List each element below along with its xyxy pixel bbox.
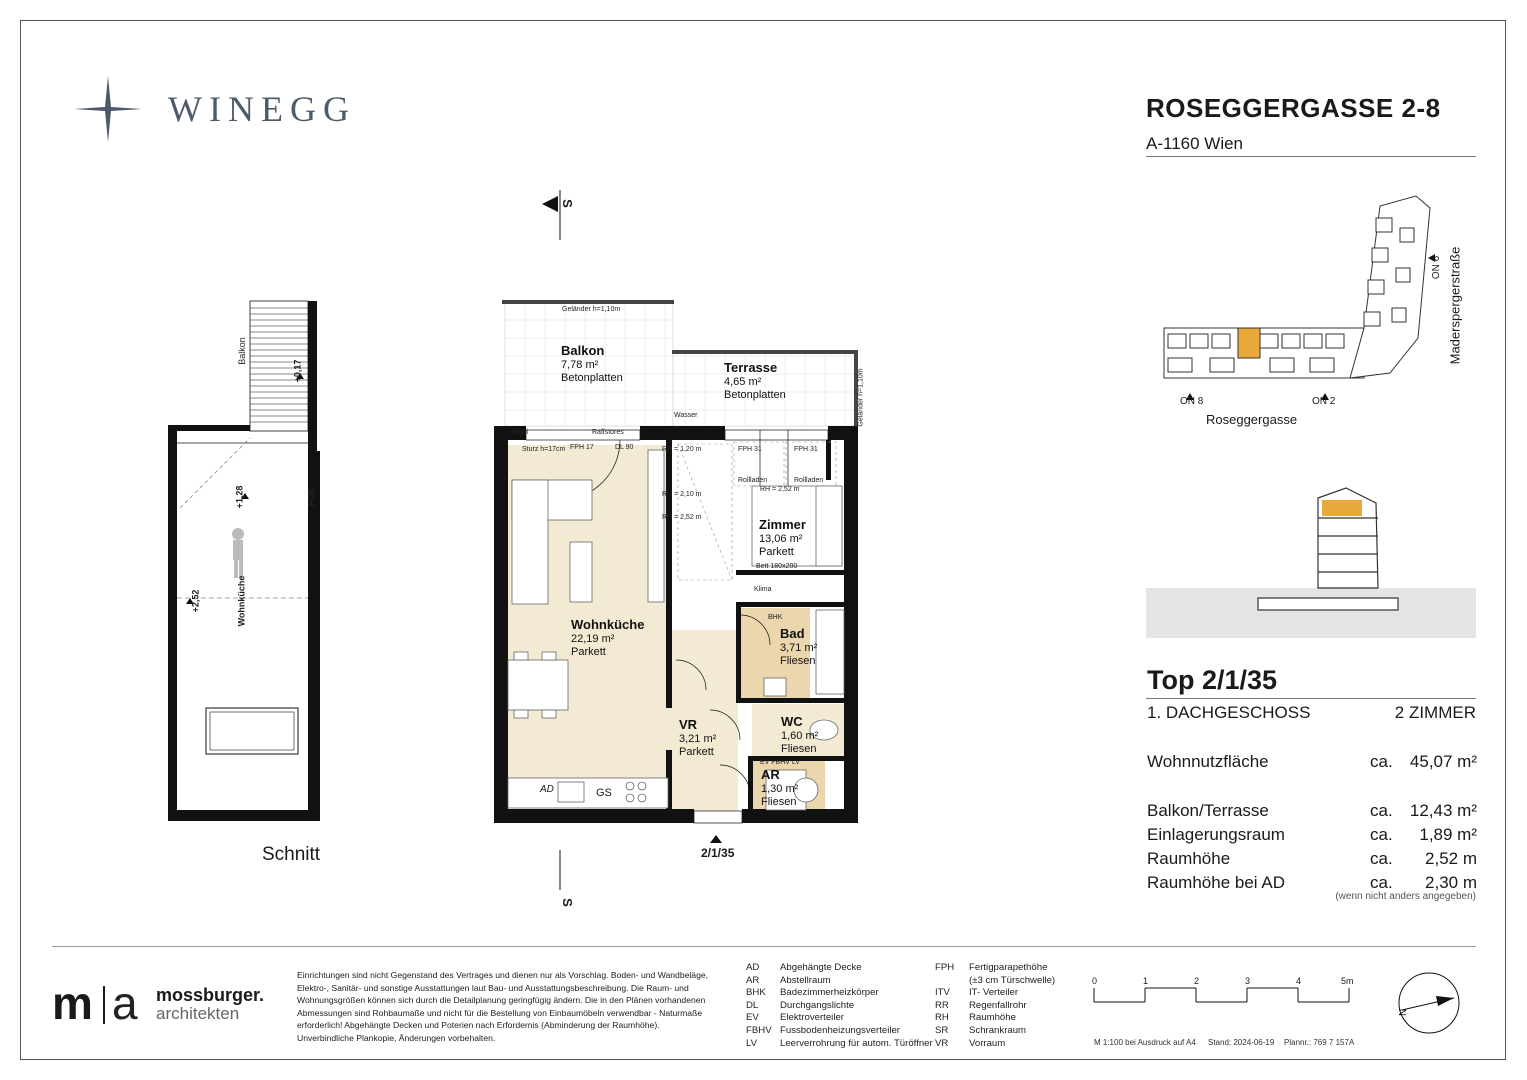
unit-entry-mark: 2/1/35 [701,846,735,860]
street-roseggergasse: Roseggergasse [1206,412,1298,427]
area-row [1147,849,1477,871]
room-area: 3,71 m² [780,642,818,654]
legend-right [935,962,1055,1050]
note-fph17: FPH 17 [570,444,594,451]
note-fph31b: FPH 31 [794,446,818,453]
area-ca: ca. [1370,849,1393,868]
svg-text:N: N [1398,1008,1409,1016]
area-value: 2,52 m [1425,849,1477,868]
legend-left [746,962,933,1050]
room-finish: Betonplatten [724,389,786,401]
area-label: Raumhöhe bei AD [1147,873,1285,892]
room-area: 13,06 m² [759,533,803,545]
legend-value: Abstellraum [780,974,831,986]
area-value: 12,43 m² [1409,801,1477,820]
scale-label: 5m [1341,976,1354,986]
legend-value: Abgehängte Decke [780,962,862,973]
brand-logo: WINEGG [168,89,356,129]
note-rollladen-1: Rollladen [738,477,768,484]
legend-value: Regenfallrohr [969,999,1027,1011]
legend-value: Fertigparapethöhe [969,962,1048,973]
room-bad [780,627,817,668]
address-street: ROSEGGERGASSE 2-8 [1146,93,1441,123]
area-label: Wohnnutzfläche [1147,752,1269,771]
legend-key: RH [935,1012,949,1024]
room-name: Bad [780,626,805,641]
stand-date: Stand: 2024-06-19 [1208,1038,1275,1047]
legend-value: (±3 cm Türschwelle) [969,974,1056,986]
section-title: Schnitt [262,844,321,865]
legend-key: BHK [746,987,766,999]
room-finish: Fliesen [761,796,797,808]
room-ar [761,768,798,809]
note-rh4: RH = 2,52 m [760,486,800,493]
note-rh3: RH = 2,52 m [662,514,702,521]
room-finish: Fliesen [780,655,816,667]
note-sturz: Sturz h=17cm [522,446,566,453]
section-mark-top: S [559,199,575,208]
room-name: Terrasse [724,360,778,375]
section-wohnkueche-label: Wohnküche [236,575,247,627]
area-ca: ca. [1370,825,1393,844]
note-ev: EV FBHV LV [760,759,800,766]
room-finish: Fliesen [781,743,817,755]
area-value: 45,07 m² [1409,752,1477,771]
legend-key: AD [746,962,760,973]
address-city: A-1160 Wien [1146,134,1244,153]
note-fph31a: FPH 31 [738,446,762,453]
scale-label: 3 [1245,976,1251,986]
note-gelaender: Geländer h=1,10m [562,306,621,313]
area-row [1147,752,1477,774]
compass-star-icon [72,74,144,144]
note-rigol: Rigol [512,429,528,436]
room-area: 22,19 m² [571,633,615,645]
legend-value: Leerverrohrung für autom. Türöffner [780,1037,933,1049]
entrance-on2: ON 2 [1312,396,1336,407]
room-name: Balkon [561,343,605,358]
disclaimer: Einrichtungen sind nicht Gegenstand des Vertrages und dienen nur als Vorschlag. Boden- und Wandbeläge, Elektro-, Sanitär- und sonstige Ausstattungen laut Bau- und Ausstattungsbeschreibung. Die Raum- und Wohnungsgrößen können sich durch die Detailplanung geringfügig ändern. Die in den Plänen vorhandenen Abmessungen sind Rohbaumaße und nicht für die Bestellung von Einbaumöbeln verwendbar - Naturmaße erforderlich! Abgehängte Decken und Poterien nach Erfordernis (Abminderung der Raumhöhe). Unverbindliche Plankopie, Änderungen vorbehalten. [297,970,709,1043]
architect-sub: architekten [156,1004,240,1023]
note-wasser: Wasser [674,412,698,419]
note-klima: Klima [754,586,772,593]
legend-value: Elektroverteiler [780,1012,844,1024]
room-finish: Parkett [759,546,794,558]
section-mark-bottom: S [559,898,575,907]
area-label: Balkon/Terrasse [1147,801,1269,820]
note-ad: AD [540,784,554,795]
section-drawing [160,298,335,824]
legend-value: Vorraum [969,1037,1006,1049]
note-rollladen-2: Rollladen [794,477,824,484]
architect-logo-m: m [52,977,91,1029]
unit-rooms: 2 ZIMMER [1394,703,1476,722]
north-arrow-icon [1396,970,1462,1036]
address-divider [1146,156,1476,157]
legend-key: FBHV [746,1024,772,1036]
legend-key: RR [935,999,949,1011]
room-zimmer [759,518,806,559]
scale-label: 2 [1194,976,1200,986]
room-area: 3,21 m² [679,733,717,745]
section-h2: +1,28 [234,485,245,509]
unit-divider [1146,698,1476,699]
note-rh2: RH = 2,10 m [662,491,702,498]
legend-value: Raumhöhe [969,1012,1016,1024]
room-name: Wohnküche [571,617,645,632]
areas-note: (wenn nicht anders angegeben) [1335,891,1476,902]
legend-value: Schrankraum [969,1024,1027,1036]
room-vr [679,718,716,759]
legend-key: VR [935,1037,949,1049]
room-name: VR [679,717,698,732]
room-name: Zimmer [759,517,806,532]
room-balkon [561,344,623,385]
site-plan [1150,188,1476,424]
legend-key: FPH [935,962,955,973]
scale-label: 4 [1296,976,1302,986]
area-ca: ca. [1370,873,1393,892]
room-area: 1,60 m² [781,730,819,742]
note-rh1: RH = 1,20 m [662,446,702,453]
scale-note: M 1:100 bei Ausdruck auf A4 [1094,1038,1196,1047]
architect-logo-bar [103,986,105,1024]
entrance-on8: ON 8 [1180,396,1204,407]
legend-value: Durchgangslichte [780,999,855,1011]
note-gs: GS [596,787,612,799]
note-dl90: DL 90 [615,444,634,451]
area-value: 1,89 m² [1419,825,1477,844]
legend-key: EV [746,1012,759,1024]
architect-logo-a: a [112,977,138,1029]
room-name: WC [781,714,803,729]
room-area: 4,65 m² [724,376,762,388]
room-finish: Betonplatten [561,372,623,384]
legend-value: Fussbodenheizungsverteiler [780,1024,900,1036]
legend-key: LV [746,1037,758,1049]
legend-key: DL [746,999,759,1011]
room-finish: Parkett [679,746,714,758]
note-raffstores: Raffstores [592,429,624,436]
area-ca: ca. [1370,801,1393,820]
footer-divider [52,946,1476,947]
room-area: 1,30 m² [761,783,799,795]
section-balkon-label: Balkon [236,337,247,365]
unit-floor: 1. DACHGESCHOSS [1147,703,1311,722]
building-section [1146,478,1476,638]
room-wc [781,715,818,756]
unit-top: Top 2/1/35 [1147,665,1278,695]
scale-bar [1093,986,1353,1006]
legend-value: IT- Verteiler [969,987,1019,999]
scale-label: 0 [1092,976,1098,986]
area-label: Einlagerungsraum [1147,825,1285,844]
legend-value: Badezimmerheizkörper [780,987,879,999]
plan-number: Plannr.: 769 7 157A [1284,1038,1355,1047]
section-h3: +2,52 [190,589,201,613]
entrance-on6: ON 6 [1431,255,1443,280]
area-row [1147,825,1477,847]
room-terrasse [724,361,786,402]
legend-key: SR [935,1024,949,1036]
room-finish: Parkett [571,646,606,658]
section-fok: FOK [306,487,317,507]
section-h1: +0,17 [292,359,303,383]
area-row [1147,801,1477,823]
room-name: AR [761,767,780,782]
legend-key: ITV [935,987,950,999]
scale-label: 1 [1143,976,1149,986]
area-ca: ca. [1370,752,1393,771]
room-area: 7,78 m² [561,359,599,371]
area-value: 2,30 m [1425,873,1477,892]
area-label: Raumhöhe [1147,849,1231,868]
room-wohnkueche [571,618,644,659]
note-bhk: BHK [768,614,783,621]
street-maderspergerstrasse: Maderspergerstraße [1447,246,1463,365]
architect-name: mossburger. [156,985,265,1005]
note-bett: Bett 180x200 [756,563,798,570]
note-gelaender-2: Geländer h=1,10m [857,368,865,427]
legend-key: AR [746,974,760,986]
